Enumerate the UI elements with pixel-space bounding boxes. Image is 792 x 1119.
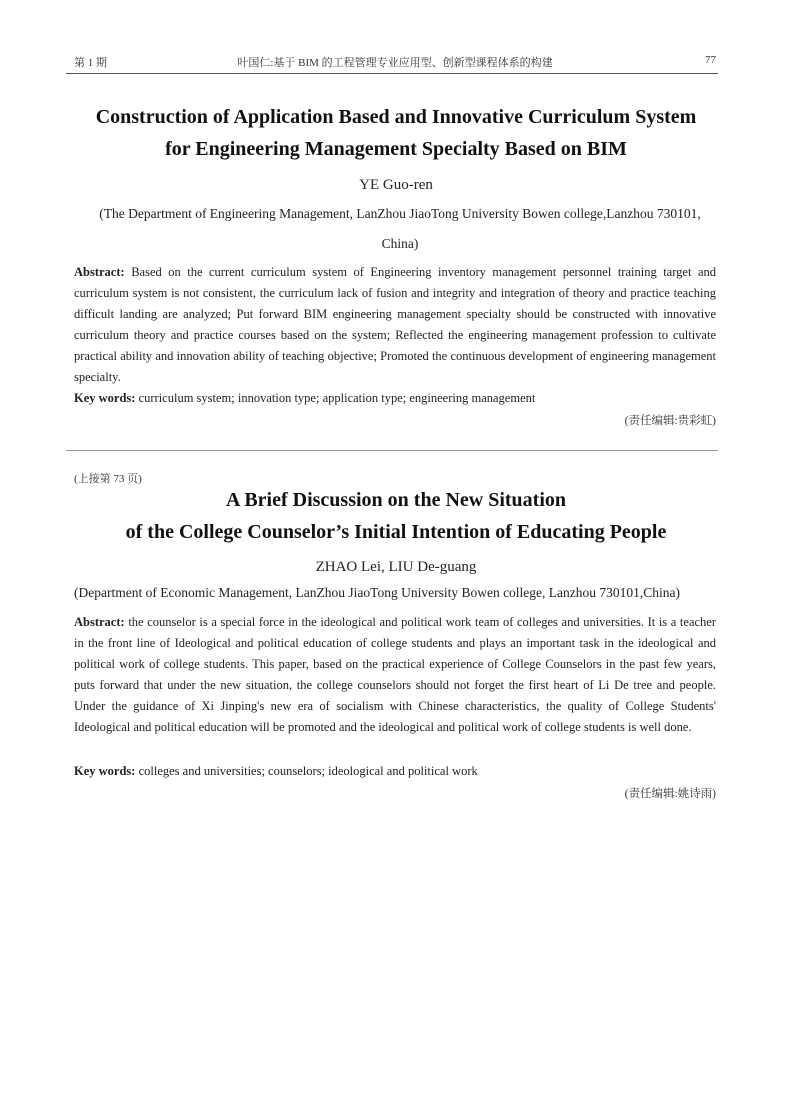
issue-number: 第 1 期 [74,57,107,69]
article1-editor: (责任编辑:贵彩虹) [624,415,716,427]
article1-keywords-label: Key words: [74,391,136,405]
article1-abstract [74,262,716,388]
article2-keywords-text: colleges and universities; counselors; ideological and political work [138,764,478,778]
article2-authors: ZHAO Lei, LIU De-guang [315,559,477,575]
article1-abstract-text: Based on the current curriculum system of Engineering inventory management personnel training target and curriculum system is not consistent, the curriculum lack of fusion and integrity and integration of theory and practice teaching difficult landing are analyzed; Put forward BIM engineering management specialty should be constructed with innovative curriculum theory and practice courses based on the system; Reflected the engineering management profession to cultivate practical ability and innovation ability of teaching objective; Promoted the continuous development of engineering management specialty. [74,265,716,384]
article1-author: YE Guo-ren [359,177,433,193]
continued-note: (上接第 73 页) [74,473,142,485]
article2-title-line1: A Brief Discussion on the New Situation [225,489,567,511]
article2-abstract-text: the counselor is a special force in the ideological and political work team of colleges and universities. It is a teacher in the front line of Ideological and political education of college students and plays an important task in the ideological and political work of college students. This paper, based on the practical experience of College Counselors in the past few years, puts forward that under the new situation, the college counselors should not forget the first heart of Li De tree and people. Under the guidance of Xi Jinping's new era of socialism with Chinese characteristics, the quality of College Students' Ideological and political education will be promoted and the ideological and political work of college students is well done. [74,615,717,734]
article2-title [66,484,726,548]
article2-keywords [74,762,716,780]
article2-abstract [74,612,716,738]
page-number: 77 [705,54,716,66]
header-divider [66,73,718,74]
article2-affiliation: (Department of Economic Management, LanZhou JiaoTong University Bowen college, Lanzhou 730101,China) [74,585,681,600]
article2-title-line2: of the College Counselor’s Initial Intention of Educating People [125,521,667,543]
running-title: 叶国仁:基于 BIM 的工程管理专业应用型、创新型课程体系的构建 [237,57,553,69]
article1-affiliation: (The Department of Engineering Management, LanZhou JiaoTong University Bowen college,Lanzhou 730101, China) [99,206,701,251]
article1-title [66,101,726,165]
article1-keywords [74,389,716,407]
article1-keywords-text: curriculum system; innovation type; application type; engineering management [138,391,536,405]
article2-editor: (责任编辑:姚诗雨) [624,788,716,800]
running-head [74,54,716,72]
article2-abstract-label: Abstract: [74,615,125,629]
article1-title-line1: Construction of Application Based and Innovative Curriculum System [95,106,697,128]
article1-abstract-label: Abstract: [74,265,125,279]
article2-keywords-label: Key words: [74,764,136,778]
section-divider [66,450,718,451]
article1-title-line2: for Engineering Management Specialty Based on BIM [165,138,627,160]
